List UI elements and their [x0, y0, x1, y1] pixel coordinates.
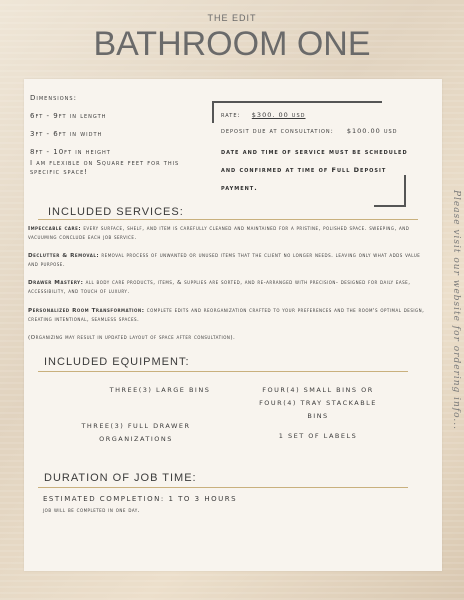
- page-title: BATHROOM ONE: [93, 25, 371, 63]
- rate-line: [221, 111, 306, 119]
- duration-heading: DURATION OF JOB TIME:: [44, 472, 197, 484]
- service-text: all body care products, items, & supplies are sorted, and re-arranged with precision- designed for daily ease, accessibility, and touch of luxury.: [28, 280, 411, 295]
- dimensions-label: Dimensions:: [30, 94, 77, 102]
- equipment-item-labels: 1 SET OF LABELS: [278, 432, 358, 440]
- equipment-rule: [38, 371, 408, 372]
- equipment-item-drawer-organizations: THREE(3) FULL DRAWER ORGANIZATIONS: [81, 422, 191, 443]
- service-title: Declutter & Removal:: [28, 253, 100, 259]
- services-footnote: (Organizing may result in updated layout of space after consultation).: [28, 335, 236, 341]
- equipment-item-small-bins: FOUR(4) SMALL BINS OR FOUR(4) TRAY STACKABLE BINS: [259, 386, 377, 420]
- service-text: complete edits and reorganization crafted to your preferences and the room's optimal design, creating intentional, seamless spaces.: [28, 308, 425, 323]
- service-title: Personalized Room Transformation:: [28, 308, 145, 314]
- service-item-transformation: [28, 307, 432, 325]
- dimensions-block: [30, 94, 200, 177]
- rate-label: rate:: [221, 111, 241, 119]
- estimated-completion: ESTIMATED COMPLETION: 1 TO 3 HOURS: [43, 495, 238, 503]
- dimension-length: 6ft - 9ft in length: [30, 112, 107, 120]
- service-item-declutter: [28, 252, 432, 270]
- dimension-flex-note: I am flexible on Square feet for this specific space!: [30, 159, 180, 176]
- rate-value: $300. 00 usd: [251, 111, 306, 119]
- service-title: Impeccable care:: [28, 226, 82, 232]
- equipment-heading: INCLUDED EQUIPMENT:: [44, 356, 190, 368]
- services-heading: INCLUDED SERVICES:: [48, 206, 184, 218]
- dimension-width: 3ft - 6ft in width: [30, 130, 103, 138]
- dimension-height: 8ft - 10ft in height: [30, 148, 111, 156]
- equipment-item-large-bins: THREE(3) LARGE BINS: [109, 386, 211, 394]
- brand-logo: THE EDIT: [207, 13, 257, 23]
- schedule-note: date and time of service must be scheduled and confirmed at time of Full Deposit payment.: [221, 148, 408, 192]
- service-item-drawer: [28, 279, 432, 297]
- services-rule: [38, 219, 418, 220]
- deposit-value: $100.00 usd: [346, 127, 398, 135]
- service-text: removal process of unwanted or unused items that the client no longer needs. leaving only what adds value and purpose.: [28, 253, 421, 268]
- content-card: [24, 79, 442, 571]
- service-text: every surface, shelf, and item is carefully cleaned and maintained for a pristine, polished space. sweeping, and vacuuming conclude each job service.: [28, 226, 410, 241]
- deposit-label: deposit due at consultation:: [221, 127, 334, 135]
- service-title: Drawer Mastery:: [28, 280, 84, 286]
- completion-note: job will be completed in one day.: [43, 507, 141, 514]
- duration-rule: [38, 487, 408, 488]
- service-item-care: [28, 225, 432, 243]
- deposit-line: [221, 127, 398, 135]
- side-script-text: Please visit our website for ordering info...: [451, 190, 461, 431]
